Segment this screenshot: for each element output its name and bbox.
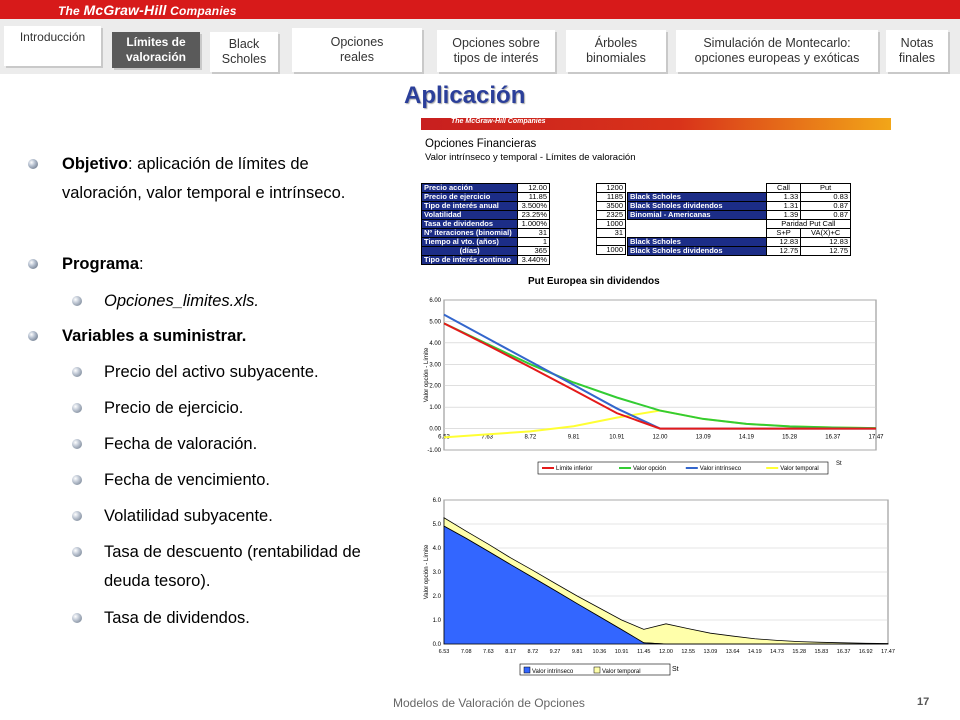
y-axis-label: Valor opción - Límite	[424, 544, 430, 600]
top-brand-bar	[0, 0, 960, 19]
input-label: Tiempo al vto. (años)	[422, 238, 518, 247]
put-value: 0.87	[801, 211, 851, 220]
x-tick-label: 6.53	[438, 434, 450, 441]
tab-opciones-reales[interactable]	[292, 28, 422, 72]
tab-label: Introducción	[19, 30, 86, 44]
x-tick-label: 6.53	[438, 649, 450, 655]
parity-label: Black Scholes	[628, 238, 767, 247]
y-tick-label: 0.00	[429, 426, 441, 433]
y-tick-label: -1.00	[427, 448, 441, 454]
parity-col2: VA(X)+C	[801, 229, 851, 238]
bullet-text: Fecha de vencimiento.	[104, 471, 271, 489]
tab-label: Árboles binomiales	[586, 36, 646, 65]
footer-text: Modelos de Valoración de Opciones	[393, 696, 585, 710]
x-axis-label: St	[836, 461, 842, 467]
parity-value: 12.83	[766, 238, 801, 247]
input-value[interactable]: 23.25%	[518, 211, 550, 220]
bullet-text: Precio del activo subyacente.	[104, 363, 319, 381]
result-label: Black Scholes	[628, 193, 767, 202]
x-tick-label: 17.47	[881, 649, 895, 655]
x-tick-label: 10.91	[609, 434, 625, 441]
tab-opciones-tipos-interes[interactable]	[437, 30, 555, 72]
bullet-text: Tasa de descuento (rentabilidad de deuda tesoro).	[104, 543, 361, 590]
side-number: 1000	[597, 220, 626, 229]
bullet-fecha-vencimiento	[72, 466, 270, 495]
tab-label: Black Scholes	[221, 37, 267, 66]
side-number: 1000	[597, 246, 626, 255]
spreadsheet-title: Opciones Financieras	[425, 138, 537, 150]
tab-label: Notas finales	[898, 36, 936, 65]
x-axis-label: St	[672, 666, 679, 673]
tab-arboles-binomiales[interactable]	[566, 30, 666, 72]
x-tick-label: 9.81	[567, 434, 580, 441]
brand-logo	[58, 2, 237, 18]
bullet-bold-label: Programa	[62, 255, 140, 273]
x-tick-label: 10.36	[592, 649, 607, 655]
call-header: Call	[766, 184, 801, 193]
bullet-text: Variables a suministrar.	[62, 327, 247, 345]
y-tick-label: 3.0	[432, 570, 441, 576]
chart1-title: Put Europea sin dividendos	[528, 276, 660, 287]
input-value[interactable]: 31	[518, 229, 550, 238]
bullet-tasa-descuento	[72, 538, 372, 596]
side-row	[597, 246, 626, 255]
put-header: Put	[801, 184, 851, 193]
x-tick-label: 15.83	[814, 649, 829, 655]
parity-title: Paridad Put Call	[766, 220, 850, 229]
input-label: Tipo de interés continuo	[422, 256, 518, 265]
x-tick-label: 12.55	[681, 649, 696, 655]
bullet-precio-activo	[72, 358, 319, 387]
x-tick-label: 11.45	[637, 649, 651, 655]
x-tick-label: 7.08	[460, 649, 472, 655]
side-number: 31	[597, 229, 626, 238]
x-tick-label: 8.72	[524, 434, 537, 441]
input-row	[422, 238, 550, 247]
x-tick-label: 8.72	[527, 649, 539, 655]
bullet-fecha-valoracion	[72, 430, 257, 459]
input-value[interactable]: 3.500%	[518, 202, 550, 211]
bullet-programa	[28, 250, 144, 279]
result-label: Black Scholes dividendos	[628, 202, 767, 211]
side-number: 3500	[597, 202, 626, 211]
x-tick-label: 17.47	[868, 434, 884, 441]
input-value[interactable]: 365	[518, 247, 550, 256]
call-value: 1.31	[766, 202, 801, 211]
legend-label: Valor intrínseco	[699, 466, 742, 472]
tab-limites-de-valoracion[interactable]	[112, 32, 200, 68]
parity-value: 12.75	[766, 247, 801, 256]
parity-value: 12.75	[801, 247, 851, 256]
x-tick-label: 13.64	[725, 649, 740, 655]
x-tick-label: 9.27	[549, 649, 561, 655]
brand-suffix: Companies	[170, 4, 237, 18]
bullet-bold-label: Objetivo	[62, 155, 129, 173]
input-value[interactable]: 3.440%	[518, 256, 550, 265]
x-tick-label: 12.00	[652, 434, 668, 441]
x-tick-label: 15.28	[792, 649, 807, 655]
bullet-tasa-dividendos	[72, 604, 250, 633]
input-value[interactable]: 1.000%	[518, 220, 550, 229]
legend-label: Límite inferior	[556, 466, 593, 472]
bullet-icon	[28, 259, 38, 269]
bullet-icon	[28, 159, 38, 169]
legend-swatch	[524, 667, 530, 673]
y-tick-label: 4.0	[432, 546, 441, 552]
x-tick-label: 10.91	[614, 649, 629, 655]
inputs-table	[421, 183, 550, 265]
bullet-icon	[72, 547, 82, 557]
spreadsheet-subtitle: Valor intrínseco y temporal - Límites de valoración	[425, 152, 636, 163]
chart-area-intrinseco-temporal	[420, 490, 895, 682]
bullet-text: Volatilidad subyacente.	[104, 507, 273, 525]
x-tick-label: 12.00	[659, 649, 673, 655]
bullet-text: Fecha de valoración.	[104, 435, 258, 453]
side-numbers	[596, 183, 626, 255]
y-tick-label: 1.00	[429, 405, 441, 412]
tab-simulacion-montecarlo[interactable]	[676, 30, 878, 72]
input-label: Volatilidad	[422, 211, 518, 220]
tab-label: Opciones sobre tipos de interés	[452, 36, 540, 65]
input-label: (días)	[422, 247, 518, 256]
bullet-precio-ejercicio	[72, 394, 243, 423]
x-tick-label: 16.37	[825, 434, 841, 441]
y-tick-label: 6.0	[432, 498, 441, 504]
x-tick-label: 13.09	[695, 434, 711, 441]
x-tick-label: 16.37	[836, 649, 851, 655]
legend-label: Valor temporal	[602, 669, 641, 675]
tab-label: Opciones reales	[330, 35, 384, 64]
tab-label: Simulación de Montecarlo: opciones europeas y exóticas	[694, 36, 860, 65]
input-row	[422, 256, 550, 265]
bullet-icon	[72, 367, 82, 377]
parity-label: Black Scholes dividendos	[628, 247, 767, 256]
y-tick-label: 3.00	[429, 362, 441, 369]
side-number: 1200	[597, 184, 626, 193]
bullet-icon	[72, 296, 82, 306]
input-label: Precio acción	[422, 184, 518, 193]
x-tick-label: 7.63	[483, 649, 494, 655]
side-number: 1185	[597, 193, 626, 202]
page-number: 17	[917, 696, 930, 708]
bullet-icon	[28, 331, 38, 341]
x-tick-label: 8.17	[505, 649, 516, 655]
y-tick-label: 5.0	[432, 522, 441, 528]
x-tick-label: 9.81	[571, 649, 583, 655]
bullet-icon	[72, 439, 82, 449]
y-tick-label: 0.0	[432, 642, 441, 648]
call-value: 1.33	[766, 193, 801, 202]
y-axis-label: Valor opción - Límite	[424, 347, 430, 403]
input-value[interactable]: 11.85	[518, 193, 550, 202]
y-tick-label: 2.0	[432, 594, 441, 600]
tab-black-scholes[interactable]	[210, 32, 278, 72]
input-label: Precio de ejercicio	[422, 193, 518, 202]
input-label: Nº iteraciones (binomial)	[422, 229, 518, 238]
bullet-icon	[72, 475, 82, 485]
y-tick-label: 5.00	[429, 319, 441, 326]
y-tick-label: 4.00	[429, 340, 441, 347]
bullet-volatilidad	[72, 502, 273, 531]
x-tick-label: 16.92	[858, 649, 873, 655]
x-tick-label: 14.73	[770, 649, 784, 655]
x-tick-label: 14.19	[747, 649, 762, 655]
x-tick-label: 7.63	[481, 434, 494, 441]
legend-label: Valor opción	[633, 466, 666, 472]
bullet-file	[72, 287, 259, 316]
bullet-objetivo	[28, 150, 368, 208]
put-value: 0.87	[801, 202, 851, 211]
tab-notas-finales[interactable]	[886, 30, 948, 72]
y-tick-label: 6.00	[429, 298, 441, 304]
input-label: Tasa de dividendos	[422, 220, 518, 229]
input-value[interactable]: 12.00	[518, 184, 550, 193]
result-label: Binomial - Americanas	[628, 211, 767, 220]
legend	[520, 664, 670, 675]
put-value: 0.83	[801, 193, 851, 202]
spreadsheet-banner	[421, 118, 891, 130]
legend	[538, 462, 828, 474]
bullet-icon	[72, 511, 82, 521]
tab-introduccion[interactable]	[4, 26, 101, 66]
input-value[interactable]: 1	[518, 238, 550, 247]
bullet-text: : aplicación de límites de valoración, valor temporal e intrínseco.	[62, 155, 346, 202]
parity-row	[628, 247, 851, 256]
brand-prefix: The	[58, 4, 80, 18]
bullet-variables	[28, 322, 246, 351]
bullet-text: Tasa de dividendos.	[104, 609, 250, 627]
x-tick-label: 15.28	[782, 434, 798, 441]
input-label: Tipo de interés anual	[422, 202, 518, 211]
x-tick-label: 13.09	[703, 649, 718, 655]
call-value: 1.39	[766, 211, 801, 220]
chart-put-europea	[420, 290, 892, 480]
y-tick-label: 2.00	[429, 383, 441, 390]
side-number: 2325	[597, 211, 626, 220]
x-tick-label: 14.19	[738, 434, 754, 441]
legend-label: Valor intrínseco	[532, 669, 574, 675]
bullet-text: Opciones_limites.xls.	[104, 292, 259, 310]
brand-name: McGraw-Hill	[83, 2, 167, 18]
legend-label: Valor temporal	[780, 466, 819, 472]
y-tick-label: 1.0	[432, 618, 441, 624]
bullet-icon	[72, 613, 82, 623]
tab-label: Límites de valoración	[125, 35, 187, 64]
parity-value: 12.83	[801, 238, 851, 247]
side-row	[597, 229, 626, 238]
blank-cell	[628, 220, 767, 229]
page-title: Aplicación	[404, 82, 526, 109]
legend-swatch	[594, 667, 600, 673]
bullet-text: :	[139, 255, 144, 273]
bullet-icon	[72, 403, 82, 413]
results-table	[627, 183, 851, 256]
parity-col1: S+P	[766, 229, 801, 238]
banner-text: The McGraw-Hill Companies	[451, 118, 546, 125]
bullet-text: Precio de ejercicio.	[104, 399, 244, 417]
